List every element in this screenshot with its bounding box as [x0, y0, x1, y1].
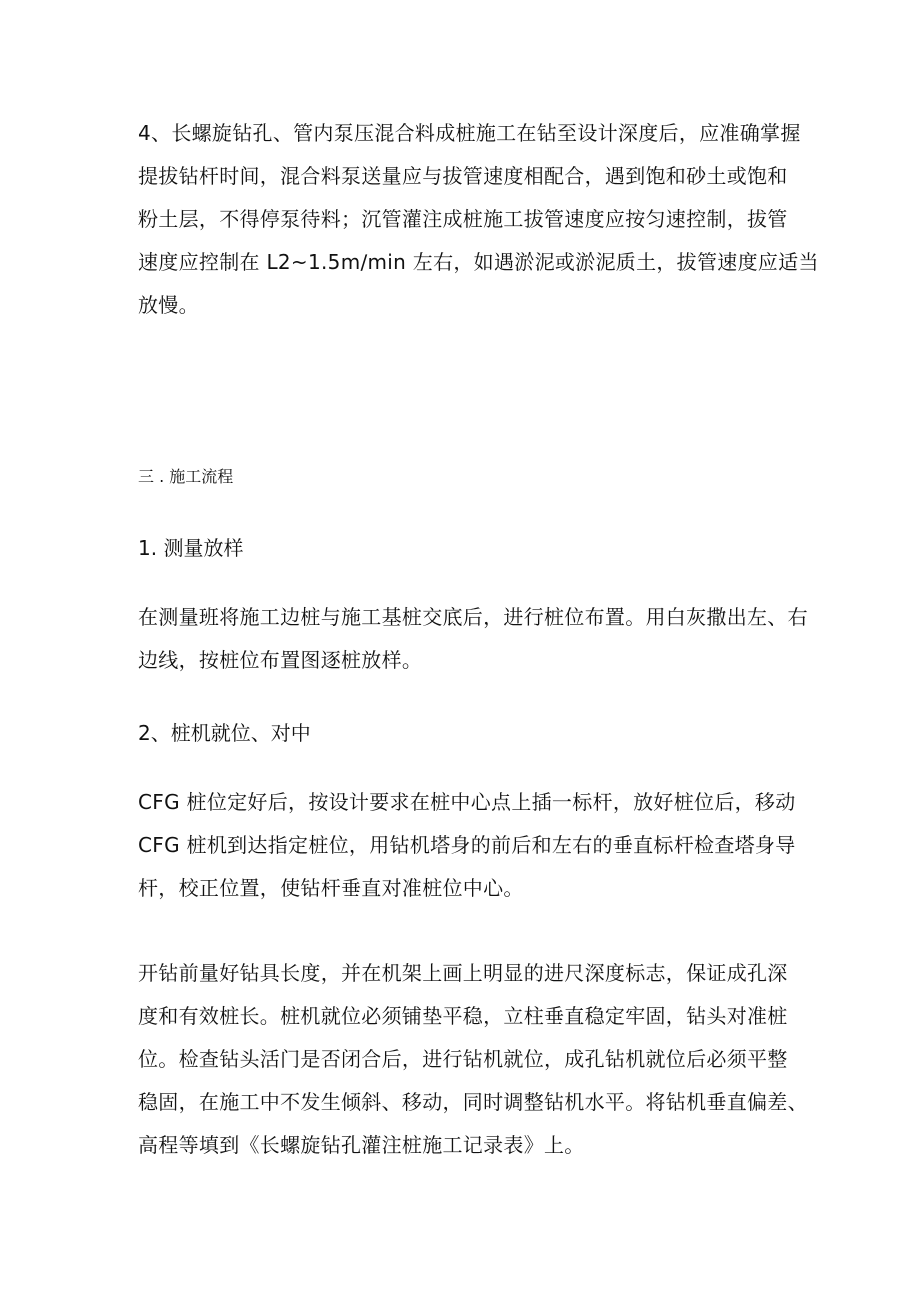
text-line: 放慢。 — [138, 293, 199, 317]
text-line: 4、长螺旋钻孔、管内泵压混合料成桩施工在钻至设计深度后，应准确掌握 — [138, 121, 801, 145]
paragraph-pump-pressure — [138, 112, 819, 327]
heading-rig-positioning: 2、桩机就位、对中 — [138, 721, 311, 745]
text-line: 位。检查钻头活门是否闭合后，进行钻机就位，成孔钻机就位后必须平整 — [138, 1047, 788, 1071]
text-line: CFG 桩机到达指定桩位，用钻机塔身的前后和左右的垂直标杆检查塔身导 — [138, 833, 796, 857]
paragraph-rig-positioning — [138, 781, 798, 910]
text-line: 开钻前量好钻具长度，并在机架上画上明显的进尺深度标志，保证成孔深 — [138, 961, 788, 985]
paragraph-survey-layout — [138, 596, 808, 682]
text-line: 提拔钻杆时间，混合料泵送量应与拔管速度相配合，遇到饱和砂土或饱和 — [138, 164, 788, 188]
text-line: 杆，校正位置，使钻杆垂直对准桩位中心。 — [138, 876, 524, 900]
text-line: 在测量班将施工边桩与施工基桩交底后，进行桩位布置。用白灰撒出左、右 — [138, 605, 808, 629]
text-line: 速度应控制在 L2~1.5m∕min 左右，如遇淤泥或淤泥质土，拔管速度应适当 — [138, 250, 819, 274]
heading-survey-layout: 1. 测量放样 — [138, 536, 244, 560]
text-line: 稳固，在施工中不发生倾斜、移动，同时调整钻机水平。将钻机垂直偏差、 — [138, 1090, 808, 1114]
text-line: 边线，按桩位布置图逐桩放样。 — [138, 648, 423, 672]
text-line: 度和有效桩长。桩机就位必须铺垫平稳，立柱垂直稳定牢固，钻头对准桩 — [138, 1004, 788, 1028]
text-line: 高程等填到《长螺旋钻孔灌注桩施工记录表》上。 — [138, 1133, 585, 1157]
text-line: 粉土层，不得停泵待料；沉管灌注成桩施工拔管速度应按匀速控制，拔管 — [138, 207, 788, 231]
text-line: CFG 桩位定好后，按设计要求在桩中心点上插一标杆，放好桩位后，移动 — [138, 790, 796, 814]
section-title-construction-process: 三 . 施工流程 — [138, 467, 234, 486]
paragraph-drilling-preparation — [138, 952, 808, 1167]
